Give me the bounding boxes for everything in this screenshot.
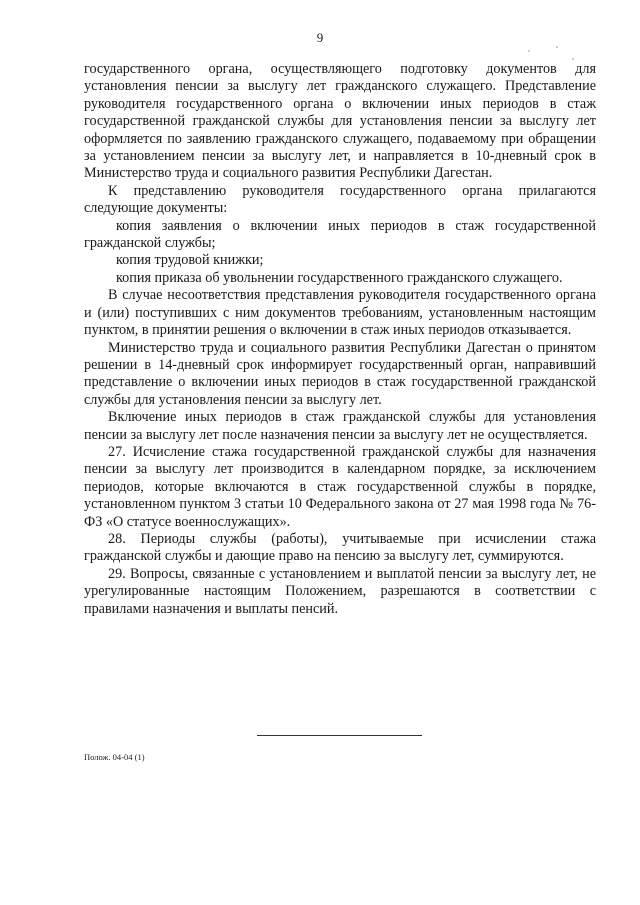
paragraph-item-29: 29. Вопросы, связанные с установлением и выплатой пенсии за выслугу лет, не урегулированные настоящим Положением, разрешаются в соответствии с правилами назначения и выплаты пенсий. <box>84 565 596 617</box>
paragraph-refusal: В случае несоответствия представления руководителя государственного органа и (или) поступивших с ним документов требованиям, установленным настоящим пунктом, в принятии решения о включении в стаж иных периодов отказывается. <box>84 287 596 339</box>
footer-document-code: Полож. 04-04 (1) <box>84 752 145 762</box>
document-body <box>84 61 596 618</box>
scan-artifact <box>556 46 558 48</box>
paragraph-attachments-intro: К представлению руководителя государственного органа прилагаются следующие документы: <box>84 182 596 217</box>
paragraph-item-28: 28. Периоды службы (работы), учитываемые при исчислении стажа гражданской службы и дающие право на пенсию за выслугу лет, суммируются. <box>84 530 596 565</box>
paragraph-continuation: государственного органа, осуществляющего подготовку документов для установления пенсии за выслугу лет гражданского служащего. Представление руководителя государственного органа о включении иных периодов в стаж государственной гражданской службы для установления пенсии за выслугу лет оформляется по заявлению гражданского служащего, подаваемому при обращении за установлением пенсии за выслугу лет, и направляется в 10-дневный срок в Министерство труда и социального развития Республики Дагестан. <box>84 61 596 182</box>
page-number: 9 <box>316 30 324 45</box>
paragraph-item-27: 27. Исчисление стажа государственной гражданской службы для назначения пенсии за выслугу лет производится в календарном порядке, за исключением периодов, которые включаются в стаж государственной службы в порядке, установленном пунктом 3 статьи 10 Федерального закона от 27 мая 1998 года № 76-ФЗ «О статусе военнослужащих». <box>84 443 596 530</box>
paragraph-ministry-notification: Министерство труда и социального развития Республики Дагестан о принятом решении в 14-дневный срок информирует государственный орган, направивший представление о включении иных периодов в стаж государственной гражданской службы для установления пенсии за выслугу лет. <box>84 339 596 408</box>
scan-artifact <box>572 58 574 60</box>
list-item-dismissal-order-copy: копия приказа об увольнении государственного гражданского служащего. <box>116 269 563 286</box>
scan-artifact <box>528 50 530 52</box>
paragraph-no-inclusion-after-pension: Включение иных периодов в стаж гражданской службы для установления пенсии за выслугу лет после назначения пенсии за выслугу лет не осуществляется. <box>84 409 596 443</box>
list-item-application-copy: копия заявления о включении иных периодов в стаж государственной гражданской службы; <box>84 217 596 252</box>
list-item-workbook-copy: копия трудовой книжки; <box>116 252 264 269</box>
closing-divider <box>257 735 422 736</box>
